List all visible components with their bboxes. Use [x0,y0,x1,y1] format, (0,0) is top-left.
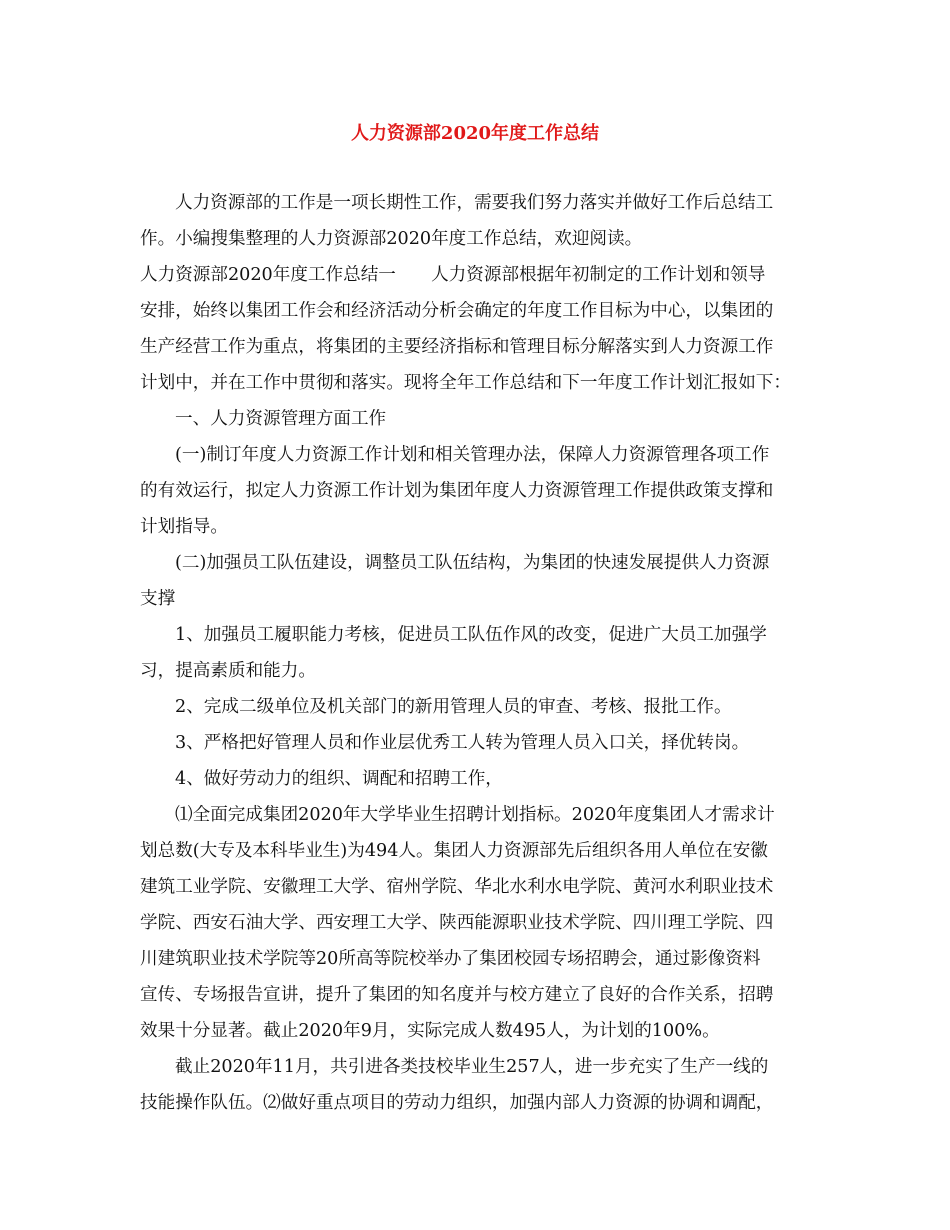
body-line: 生产经营工作为重点，将集团的主要经济指标和管理目标分解落实到人力资源工作 [140,337,774,357]
body-line: 的有效运行，拟定人力资源工作计划为集团年度人力资源管理工作提供政策支撑和 [140,481,774,501]
body-line: (二)加强员工队伍建设，调整员工队伍结构，为集团的快速发展提供人力资源 [175,553,770,573]
body-line: 宣传、专场报告宣讲，提升了集团的知名度并与校方建立了良好的合作关系，招聘 [140,985,774,1005]
body-line: 技能操作队伍。⑵做好重点项目的劳动力组织，加强内部人力资源的协调和调配， [140,1093,774,1113]
body-line: 计划中，并在工作中贯彻和落实。现将全年工作总结和下一年度工作计划汇报如下： [140,373,791,393]
section-heading: 一、人力资源管理方面工作 [175,409,387,429]
body-line: 划总数(大专及本科毕业生)为494人。集团人力资源部先后组织各用人单位在安徽 [140,841,768,861]
body-line: 安排，始终以集团工作会和经济活动分析会确定的年度工作目标为中心，以集团的 [140,301,774,321]
body-line: 截止2020年11月，共引进各类技校毕业生257人，进一步充实了生产一线的 [175,1057,769,1077]
body-line: 效果十分显著。截止2020年9月，实际完成人数495人，为计划的100%。 [140,1021,720,1041]
body-line: 习，提高素质和能力。 [140,661,316,681]
body-line: 川建筑职业技术学院等20所高等院校举办了集团校园专场招聘会，通过影像资料 [140,949,761,969]
body-line: 1、加强员工履职能力考核，促进员工队伍作风的改变，促进广大员工加强学 [175,625,767,645]
body-line: 作。小编搜集整理的人力资源部2020年度工作总结，欢迎阅读。 [140,229,643,249]
body-line: 人力资源部2020年度工作总结一 人力资源部根据年初制定的工作计划和领导 [140,265,766,285]
body-line: 4、做好劳动力的组织、调配和招聘工作， [175,769,503,789]
body-line: 2、完成二级单位及机关部门的新用管理人员的审查、考核、报批工作。 [175,697,732,717]
body-line: 3、严格把好管理人员和作业层优秀工人转为管理人员入口关，择优转岗。 [175,733,750,753]
body-line: 建筑工业学院、安徽理工大学、宿州学院、华北水利水电学院、黄河水利职业技术 [140,877,774,897]
body-line: 人力资源部的工作是一项长期性工作，需要我们努力落实并做好工作后总结工 [175,193,774,213]
body-line: 计划指导。 [140,517,228,537]
body-line: (一)制订年度人力资源工作计划和相关管理办法，保障人力资源管理各项工作 [175,445,770,465]
document-title: 人力资源部2020年度工作总结 [350,123,600,144]
body-line: 支撑 [140,589,176,609]
body-line: 学院、西安石油大学、西安理工大学、陕西能源职业技术学院、四川理工学院、四 [140,913,774,933]
body-line: ⑴全面完成集团2020年大学毕业生招聘计划指标。2020年度集团人才需求计 [175,805,775,825]
